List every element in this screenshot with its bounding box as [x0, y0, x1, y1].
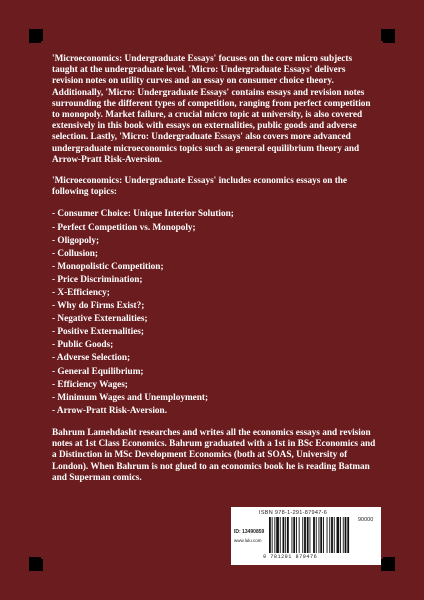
- topic-item: - Efficiency Wages;: [52, 379, 378, 392]
- topics-intro: 'Microeconomics: Undergraduate Essays' includes economics essays on the following topics:: [52, 176, 348, 198]
- topics-list: [52, 208, 378, 418]
- topic-item: - Adverse Selection;: [52, 352, 378, 365]
- topic-item: - Consumer Choice: Unique Interior Solution;: [52, 208, 378, 221]
- intro-paragraph: 'Microeconomics: Undergraduate Essays' focuses on the core micro subjects taught at the undergraduate level. 'Micro: Undergraduate Essays' delivers revision notes on utility curves and an essay on consumer choice theory. Additionally, 'Micro: Undergraduate Essays' contains essays and revision notes surrounding the different types of competition, ranging from perfect competition to monopoly. Market failure, a crucial micro topic at university, is also covered extensively in this book with essays on externalities, public goods and adverse selection. Lastly, 'Micro: Undergraduate Essays' also covers more advanced undergraduate microeconomics topics such as general equilibrium theory and Arrow-Pratt Risk-Aversion.: [52, 54, 371, 165]
- barcode-number: 9 781291 879476: [263, 554, 318, 560]
- topic-item: - Price Discrimination;: [52, 274, 378, 287]
- topic-item: - Positive Externalities;: [52, 326, 378, 339]
- corner-mark-top-right: [381, 29, 395, 43]
- corner-mark-bottom-right: [381, 557, 395, 571]
- corner-mark-bottom-left: [29, 557, 43, 571]
- topic-item: - Why do Firms Exist?;: [52, 300, 378, 313]
- author-paragraph: Bahrum Lamehdasht researches and writes all the economics essays and revision notes at 1st Class Economics. Bahrum graduated with a 1st in BSc Economics and a Distinction in MSc Development Economics (both at SOAS, University of London). When Bahrum is not glued to an economics book he is reading Batman and Superman comics.: [52, 427, 376, 483]
- back-cover-text: [52, 54, 378, 494]
- topic-item: - Minimum Wages and Unemployment;: [52, 392, 378, 405]
- topic-item: - Monopolistic Competition;: [52, 261, 378, 274]
- topic-item: - X-Efficiency;: [52, 287, 378, 300]
- price-code: 90000: [358, 517, 374, 523]
- barcode-icon: [269, 517, 379, 554]
- publisher-url: www.lulu.com: [234, 538, 262, 543]
- isbn-label: ISBN 978-1-291-87947-6: [259, 510, 328, 516]
- topic-item: - General Equilibrium;: [52, 366, 378, 379]
- barcode-box: [231, 507, 381, 565]
- topic-item: - Negative Externalities;: [52, 313, 378, 326]
- topic-item: - Perfect Competition vs. Monopoly;: [52, 222, 378, 235]
- id-label: ID: 13490859: [234, 529, 265, 535]
- topic-item: - Oligopoly;: [52, 235, 378, 248]
- topic-item: - Collusion;: [52, 248, 378, 261]
- topic-item: - Public Goods;: [52, 339, 378, 352]
- topic-item: - Arrow-Pratt Risk-Aversion.: [52, 405, 378, 418]
